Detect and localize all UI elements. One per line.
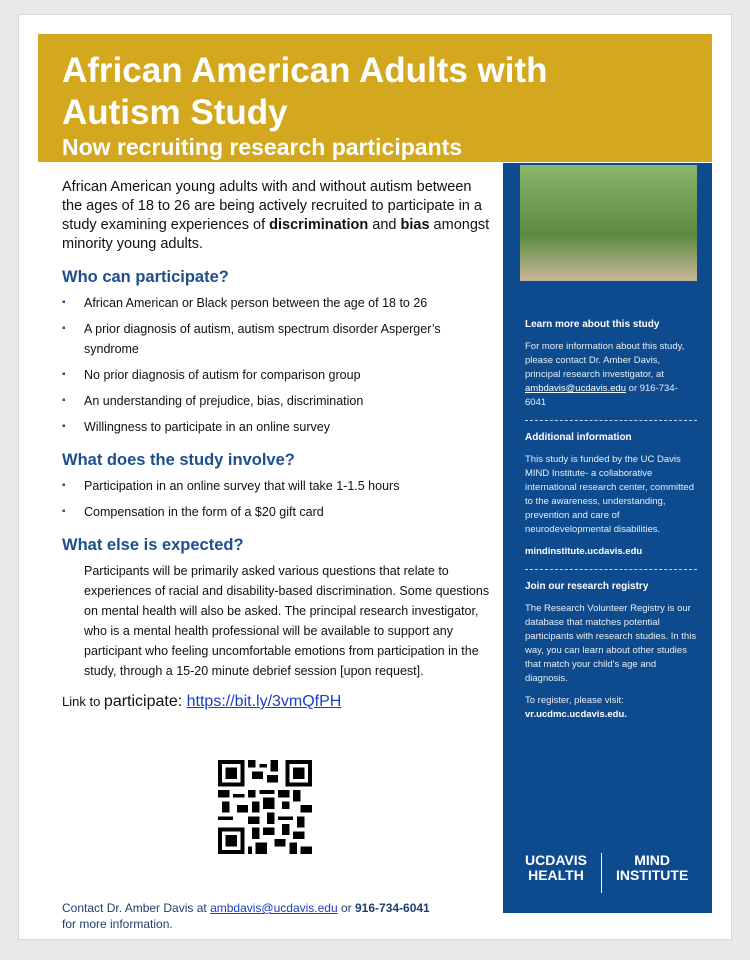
list-item: ▪ African American or Black person between the age of 18 to 26 <box>62 293 492 313</box>
list-item: ▪ No prior diagnosis of autism for comparison group <box>62 365 492 385</box>
participate-link-line: Link to participate: https://bit.ly/3vmQfPH <box>62 693 342 710</box>
eligibility-list <box>62 293 492 437</box>
learn-text: For more information about this study, please contact Dr. Amber Davis, principal research investigator, at ambdavis@ucdavis.edu or 916-734-6041 <box>525 341 685 408</box>
sidebar-heading: Learn more about this study <box>525 319 660 330</box>
sidebar-heading: Additional information <box>525 432 632 443</box>
additional-text: This study is funded by the UC Davis MIND Institute- a collaborative international research center, committed to the awareness, understanding, prevention and care of neurodevelopmental disabilities. <box>525 454 694 535</box>
participate-link[interactable]: https://bit.ly/3vmQfPH <box>186 693 342 710</box>
ucdavis-mind-logo: UCDAVIS HEALTH MIND INSTITUTE <box>525 853 688 893</box>
sidebar-heading: Join our research registry <box>525 581 649 592</box>
involvement-list <box>62 476 492 522</box>
divider <box>525 569 697 570</box>
intro-text: African American young adults with and without autism between the ages of 18 to 26 are being actively recruited to participate in a study examining experiences of discrimination and bias amongst minority young adults. <box>62 179 490 252</box>
info-sidebar <box>503 163 712 913</box>
page-subtitle: Now recruiting research participants <box>62 134 463 160</box>
contact-footer: Contact Dr. Amber Davis at ambdavis@ucdavis.edu or 916-734-6041 for more information. <box>62 901 430 931</box>
mind-institute-link[interactable]: mindinstitute.ucdavis.edu <box>525 546 643 557</box>
qr-code <box>218 760 312 854</box>
list-item: ▪ A prior diagnosis of autism, autism spectrum disorder Asperger’s syndrome <box>62 319 492 359</box>
registry-text: The Research Volunteer Registry is our database that matches potential participants with research studies. In this way, you can learn about other studies that match your child's age and diagnosis. <box>525 603 697 684</box>
registry-link[interactable]: vr.ucdmc.ucdavis.edu. <box>525 709 627 720</box>
register-text: To register, please visit: <box>525 695 624 706</box>
section-heading: What else is expected? <box>62 536 244 554</box>
participants-photo <box>520 165 697 281</box>
divider <box>525 420 697 421</box>
expectations-text: Participants will be primarily asked various questions that relate to experiences of racial and disability-based discrimination. Some questions on mental health will also be asked. The principal research investigator, who is a mental health professional will be available to support any participant who feeling uncomfortable emotions from participation in the study, through a 15-20 minute debrief session [upon request]. <box>84 564 490 678</box>
sidebar-email-link[interactable]: ambdavis@ucdavis.edu <box>525 383 627 394</box>
contact-email-link[interactable]: ambdavis@ucdavis.edu <box>210 901 338 915</box>
list-item: ▪ An understanding of prejudice, bias, discrimination <box>62 391 492 411</box>
list-item: ▪ Willingness to participate in an online survey <box>62 417 492 437</box>
section-heading: What does the study involve? <box>62 451 295 469</box>
main-content <box>62 178 492 711</box>
list-item: ▪ Participation in an online survey that will take 1-1.5 hours <box>62 476 492 496</box>
page-title: African American Adults with Autism Study <box>62 51 548 132</box>
section-heading: Who can participate? <box>62 268 229 286</box>
list-item: ▪ Compensation in the form of a $20 gift card <box>62 502 492 522</box>
header-banner <box>38 34 712 162</box>
